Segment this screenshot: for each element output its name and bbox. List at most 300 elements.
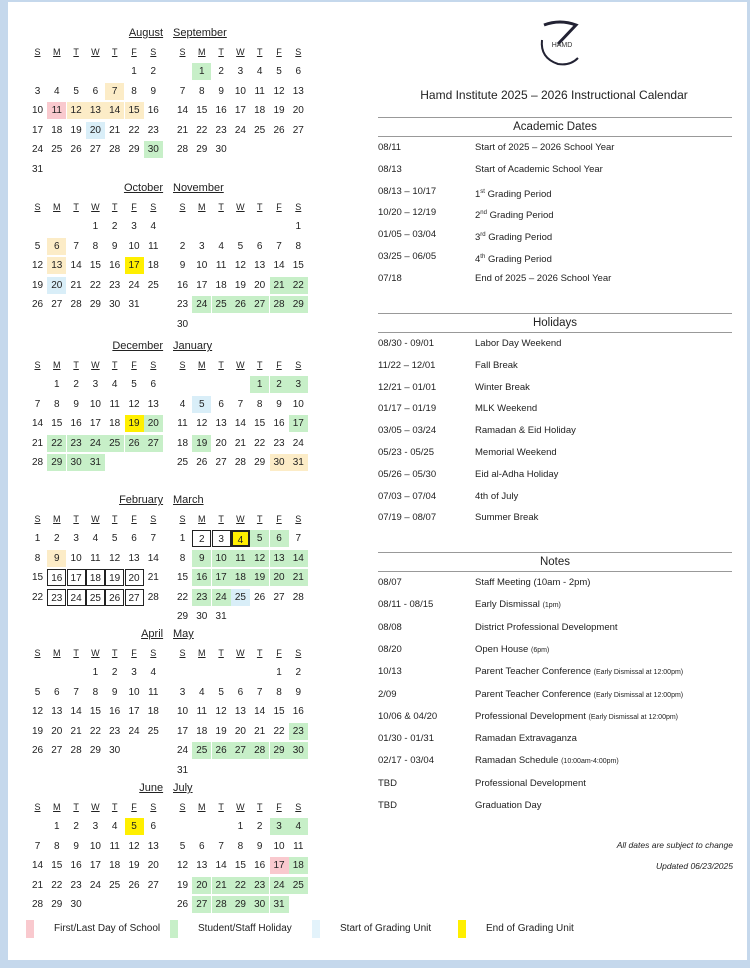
- month-title: September: [173, 27, 227, 39]
- calendar-day: 14: [176, 105, 189, 116]
- calendar-day: 10: [31, 105, 44, 116]
- notes-entry: [378, 576, 738, 590]
- calendar-day: 22: [176, 591, 189, 603]
- entry-text: [475, 402, 537, 416]
- calendar-day: 2: [111, 667, 118, 678]
- entry-text: [475, 710, 678, 725]
- weekday-header: S: [150, 802, 157, 812]
- calendar-day: 23: [250, 877, 269, 894]
- calendar-day: 20: [144, 415, 163, 432]
- calendar-day: 13: [254, 260, 266, 271]
- calendar-day: 10: [128, 686, 140, 698]
- weekday-header: F: [276, 360, 282, 370]
- weekday-header: T: [73, 360, 79, 370]
- month-title: February: [119, 494, 164, 506]
- calendar-day: 24: [192, 296, 211, 313]
- calendar-day: 24: [128, 725, 140, 737]
- calendar-day: 17: [234, 105, 246, 116]
- calendar-day: 30: [250, 896, 269, 913]
- calendar-day: 16: [254, 860, 266, 871]
- weekday-header: S: [179, 360, 186, 370]
- calendar-day: 21: [70, 279, 82, 291]
- calendar-day: 27: [215, 457, 227, 468]
- calendar-day: 11: [90, 552, 101, 564]
- calendar-day: 26: [31, 745, 44, 756]
- holidays-entry: [378, 446, 738, 460]
- calendar-day: 29: [51, 899, 63, 910]
- entry-label: Parent Teacher Conference: [475, 666, 592, 678]
- calendar-day: 25: [51, 144, 63, 155]
- calendar-day: 3: [212, 530, 231, 547]
- calendar-day: 15: [51, 860, 63, 871]
- calendar-day: 10: [89, 840, 101, 852]
- calendar-day: 3: [237, 66, 244, 77]
- holidays-entry: [378, 402, 738, 416]
- calendar-day: 21: [147, 572, 159, 583]
- calendar-day: 15: [234, 860, 246, 871]
- holidays-entry: [378, 359, 738, 373]
- weekday-header: F: [276, 47, 282, 57]
- calendar-day: 4: [150, 221, 157, 232]
- entry-label: Early Dismissal: [475, 599, 540, 611]
- calendar-day: 9: [111, 686, 118, 698]
- calendar-day: 19: [250, 569, 269, 586]
- calendar-day: 25: [86, 589, 105, 606]
- weekday-header: M: [198, 202, 206, 212]
- calendar-day: 31: [289, 454, 308, 471]
- calendar-day: 10: [70, 552, 82, 564]
- weekday-header: F: [131, 802, 137, 812]
- entry-label: Staff Meeting (10am - 2pm): [475, 577, 591, 588]
- calendar-day: 5: [218, 686, 224, 698]
- weekday-header: W: [91, 648, 100, 658]
- calendar-day: 23: [109, 279, 121, 291]
- weekday-header: S: [34, 360, 41, 370]
- calendar-day: 20: [51, 725, 63, 737]
- calendar-day: 13: [292, 85, 304, 97]
- calendar-day: 8: [199, 85, 205, 97]
- page-title: Hamd Institute 2025 – 2026 Instructional Calendar: [420, 88, 688, 102]
- calendar-day: 23: [67, 435, 86, 452]
- calendar-day: 27: [51, 299, 63, 310]
- calendar-day: 2: [270, 376, 289, 393]
- calendar-day: 19: [192, 435, 211, 452]
- calendar-day: 14: [105, 102, 124, 119]
- entry-date: 03/25 – 06/05: [378, 251, 437, 262]
- calendar-day: 14: [147, 552, 159, 564]
- entry-label: Ramadan & Eid Holiday: [475, 425, 576, 437]
- calendar-day: 25: [109, 879, 121, 891]
- calendar-day: 4: [256, 66, 263, 77]
- entry-text: [475, 799, 542, 813]
- weekday-header: W: [236, 360, 245, 370]
- entry-label: Grading Period: [485, 254, 552, 266]
- entry-ordinal: nd: [480, 210, 487, 217]
- weekday-header: S: [295, 648, 302, 658]
- entry-ordinal: st: [480, 188, 485, 195]
- month-title: July: [173, 782, 193, 794]
- calendar-day: 17: [89, 418, 101, 429]
- calendar-day: 21: [31, 437, 44, 449]
- entry-text: [475, 141, 614, 155]
- calendar-day: 21: [254, 725, 266, 737]
- entry-label: Fall Break: [475, 359, 518, 371]
- calendar-day: 1: [54, 379, 60, 390]
- entry-date: 03/05 – 03/24: [378, 425, 437, 437]
- calendar-day: 26: [196, 457, 208, 468]
- calendar-day: 11: [148, 686, 159, 698]
- calendar-day: 29: [289, 296, 308, 313]
- calendar-day: 11: [293, 840, 304, 852]
- calendar-day: 7: [34, 398, 41, 410]
- calendar-day: 30: [196, 611, 208, 622]
- month-title: December: [112, 340, 164, 352]
- calendar-day: 1: [192, 63, 211, 80]
- calendar-day: 4: [179, 398, 186, 410]
- holidays-entry: [378, 468, 738, 482]
- calendar-day: 12: [31, 706, 44, 717]
- calendar-day: 10: [89, 398, 101, 410]
- calendar-day: 16: [147, 105, 159, 116]
- calendar-day: 9: [192, 550, 211, 567]
- entry-date: 01/05 – 03/04: [378, 229, 437, 241]
- weekday-header: M: [198, 360, 206, 370]
- calendar-day: 18: [176, 437, 189, 449]
- calendar-day: 1: [295, 221, 302, 232]
- calendar-day: 9: [47, 550, 66, 567]
- calendar-day: 4: [218, 240, 224, 252]
- month-title: August: [128, 27, 164, 39]
- weekday-header: T: [73, 47, 79, 57]
- entry-label: Grading Period: [485, 232, 553, 244]
- calendar-day: 12: [273, 85, 285, 97]
- calendar-day: 17: [289, 415, 308, 432]
- entry-label: Graduation Day: [475, 800, 542, 811]
- calendar-day: 5: [179, 840, 186, 852]
- weekday-header: T: [73, 514, 79, 524]
- entry-date: 08/07: [378, 577, 402, 588]
- entry-date: 08/13 – 10/17: [378, 185, 437, 197]
- academic-entry: [378, 206, 738, 220]
- calendar-day: 6: [256, 240, 263, 252]
- calendar-day: 8: [295, 240, 302, 252]
- calendar-day: 2: [192, 530, 211, 547]
- entry-date: TBD: [378, 800, 397, 811]
- entry-date: 01/30 - 01/31: [378, 733, 434, 745]
- weekday-header: S: [295, 202, 302, 212]
- calendar-day: 5: [192, 396, 211, 413]
- calendar-day: 4: [150, 667, 157, 678]
- weekday-header: T: [73, 202, 79, 212]
- weekday-header: T: [256, 514, 263, 524]
- calendar-day: 30: [215, 144, 227, 155]
- calendar-day: 19: [215, 725, 227, 737]
- calendar-day: 29: [128, 144, 140, 155]
- entry-date: 08/11 - 08/15: [378, 599, 434, 611]
- weekday-header: W: [91, 360, 100, 370]
- calendar-day: 25: [176, 457, 189, 468]
- calendar-day: 30: [67, 454, 86, 471]
- calendar-day: 17: [125, 257, 144, 274]
- calendar-day: 30: [70, 899, 82, 910]
- calendar-day: 28: [212, 896, 231, 913]
- weekday-header: T: [73, 648, 79, 658]
- calendar-day: 9: [179, 260, 186, 271]
- calendar-day: 3: [92, 821, 99, 832]
- weekday-header: M: [53, 648, 61, 658]
- weekday-header: F: [131, 648, 137, 658]
- calendar-day: 23: [289, 723, 308, 740]
- calendar-day: 16: [70, 860, 82, 871]
- notes-heading: Notes: [378, 552, 732, 572]
- entry-detail: (6pm): [530, 646, 550, 654]
- calendar-day: 22: [254, 437, 266, 449]
- calendar-day: 18: [196, 725, 208, 737]
- calendar-day: 16: [47, 569, 66, 586]
- calendar-day: 12: [215, 706, 227, 717]
- calendar-day: 16: [192, 569, 211, 586]
- calendar-day: 19: [176, 879, 189, 891]
- entry-text: [475, 732, 577, 746]
- month-title: March: [173, 494, 204, 506]
- calendar-day: 13: [47, 257, 66, 274]
- calendar-day: 22: [89, 725, 101, 737]
- legend-swatch: [26, 920, 34, 938]
- calendar-day: 16: [70, 418, 82, 429]
- weekday-header: S: [295, 802, 302, 812]
- calendar-day: 28: [250, 742, 269, 759]
- notes-entry: [378, 777, 738, 791]
- calendar-day: 23: [147, 124, 159, 136]
- entry-text: [475, 381, 530, 395]
- calendar-day: 11: [215, 260, 227, 271]
- calendar-day: 23: [215, 124, 227, 136]
- academic-entry: [378, 250, 738, 264]
- calendar-day: 1: [179, 533, 186, 544]
- calendar-day: 5: [34, 240, 41, 252]
- calendar-day: 14: [31, 418, 44, 429]
- calendar-day: 9: [256, 840, 263, 852]
- entry-text: [475, 228, 552, 245]
- calendar-day: 17: [176, 725, 189, 737]
- calendar-day: 10: [212, 550, 231, 567]
- entry-text: [475, 598, 561, 613]
- weekday-header: S: [179, 514, 186, 524]
- calendar-day: 28: [70, 745, 82, 756]
- calendar-day: 13: [234, 706, 246, 717]
- calendar-day: 10: [176, 706, 189, 717]
- entry-label: Labor Day Weekend: [475, 338, 562, 349]
- legend-label: First/Last Day of School: [54, 923, 161, 934]
- entry-date: 12/21 – 01/01: [378, 381, 437, 393]
- entry-text: [475, 688, 683, 703]
- weekday-header: W: [236, 802, 245, 812]
- calendar-day: 1: [237, 821, 244, 832]
- calendar-day: 22: [128, 124, 140, 136]
- notes-entry: [378, 598, 738, 612]
- calendar-day: 19: [31, 279, 44, 291]
- calendar-day: 31: [128, 299, 140, 310]
- entry-number: 1: [475, 188, 481, 200]
- calendar-day: 12: [67, 102, 86, 119]
- weekday-header: M: [53, 202, 61, 212]
- weekday-header: S: [150, 360, 157, 370]
- weekday-header: M: [53, 802, 61, 812]
- calendar-day: 21: [289, 569, 308, 586]
- calendar-day: 27: [125, 589, 144, 606]
- academic-entry: [378, 272, 738, 286]
- calendar-day: 13: [270, 550, 289, 567]
- entry-text: [475, 754, 619, 769]
- calendar-day: 27: [192, 896, 211, 913]
- calendar-day: 8: [92, 686, 99, 698]
- weekday-header: T: [111, 802, 118, 812]
- calendar-day: 12: [196, 418, 208, 429]
- calendar-day: 26: [273, 124, 285, 136]
- weekday-header: W: [236, 202, 245, 212]
- entry-date: 10/20 – 12/19: [378, 207, 437, 219]
- entry-date: 07/18: [378, 272, 402, 284]
- calendar-day: 18: [215, 279, 227, 291]
- calendar-day: 14: [215, 860, 227, 871]
- calendar-day: 10: [234, 85, 246, 97]
- calendar-day: 27: [231, 742, 250, 759]
- entry-date: 02/17 - 03/04: [378, 755, 434, 767]
- entry-label: Professional Development: [475, 710, 586, 722]
- entry-text: [475, 490, 518, 504]
- notes-entry: [378, 665, 738, 679]
- weekday-header: T: [218, 202, 224, 212]
- calendar-day: 3: [131, 221, 137, 232]
- weekday-header: S: [34, 514, 41, 524]
- updated-date-note: Updated 06/23/2025: [655, 861, 733, 871]
- calendar-day: 2: [179, 240, 186, 252]
- calendar-day: 12: [176, 860, 189, 871]
- entry-detail: (10:00am-4:00pm): [561, 758, 619, 766]
- calendar-day: 27: [273, 591, 285, 603]
- weekday-header: F: [276, 802, 282, 812]
- calendar-day: 1: [54, 821, 60, 832]
- entry-label: MLK Weekend: [475, 403, 538, 415]
- calendar-day: 28: [147, 591, 159, 603]
- calendar-day: 2: [54, 533, 60, 544]
- calendar-day: 6: [270, 530, 289, 547]
- calendar-day: 11: [231, 550, 250, 567]
- calendar-day: 19: [273, 105, 285, 116]
- calendar-day: 3: [289, 376, 308, 393]
- calendar-day: 26: [105, 589, 124, 606]
- calendar-day: 27: [89, 144, 101, 155]
- calendar-day: 7: [276, 240, 282, 252]
- holidays-entry: [378, 424, 738, 438]
- calendar-day: 21: [270, 277, 289, 294]
- calendar-day: 2: [218, 66, 224, 77]
- calendar-day: 18: [86, 569, 105, 586]
- entry-text: [475, 337, 561, 351]
- calendar-day: 16: [292, 706, 304, 717]
- calendar-day: 15: [89, 706, 101, 717]
- entry-ordinal: rd: [480, 232, 486, 239]
- calendar-day: 2: [150, 66, 157, 77]
- calendar-day: 14: [254, 706, 266, 717]
- calendar-day: 28: [31, 457, 44, 468]
- calendar-day: 24: [86, 435, 105, 452]
- calendar-day: 7: [218, 840, 224, 852]
- entry-label: Summer Break: [475, 512, 539, 524]
- month-title: April: [141, 628, 164, 640]
- weekday-header: T: [111, 47, 118, 57]
- legend-swatch: [170, 920, 178, 938]
- calendar-day: 27: [144, 435, 163, 452]
- calendar-day: 31: [31, 163, 44, 175]
- calendar-day: 27: [250, 296, 269, 313]
- calendar-day: 3: [92, 379, 99, 390]
- calendar-day: 21: [176, 124, 189, 136]
- calendar-day: 25: [192, 742, 211, 759]
- weekday-header: S: [150, 514, 157, 524]
- calendar-day: 4: [199, 686, 205, 698]
- calendar-day: 2: [111, 221, 118, 232]
- calendar-day: 5: [73, 85, 79, 97]
- weekday-header: S: [34, 648, 41, 658]
- calendar-day: 15: [196, 105, 208, 116]
- calendar-day: 6: [199, 840, 205, 852]
- calendar-day: 28: [270, 296, 289, 313]
- hamd-logo-icon: [536, 20, 584, 70]
- weekday-header: S: [295, 360, 302, 370]
- calendar-day: 29: [270, 742, 289, 759]
- calendar-day: 1: [92, 667, 99, 678]
- academic-entry: [378, 141, 738, 155]
- entry-date: TBD: [378, 777, 397, 789]
- weekday-header: M: [198, 47, 206, 57]
- calendar-day: 5: [237, 240, 244, 252]
- calendar-day: 14: [234, 418, 246, 429]
- calendar-day: 1: [131, 66, 137, 77]
- month-title: January: [173, 340, 213, 352]
- calendar-day: 13: [86, 102, 105, 119]
- calendar-day: 8: [276, 686, 282, 698]
- calendar-day: 15: [176, 572, 189, 583]
- entry-text: [475, 163, 603, 177]
- calendar-day: 14: [289, 550, 308, 567]
- calendar-day: 4: [111, 379, 118, 390]
- calendar-day: 17: [67, 569, 86, 586]
- calendar-day: 4: [92, 533, 99, 544]
- calendar-day: 25: [105, 435, 124, 452]
- calendar-day: 30: [270, 454, 289, 471]
- calendar-day: 18: [289, 857, 308, 874]
- calendar-day: 2: [295, 667, 302, 678]
- calendar-day: 9: [218, 85, 224, 97]
- weekday-header: F: [276, 202, 282, 212]
- weekday-header: W: [236, 648, 245, 658]
- weekday-header: S: [34, 802, 41, 812]
- notes-entry: [378, 621, 738, 635]
- weekday-header: T: [218, 360, 224, 370]
- weekday-header: M: [53, 47, 61, 57]
- calendar-day: 25: [147, 279, 159, 291]
- weekday-header: S: [150, 648, 157, 658]
- calendar-day: 1: [92, 221, 99, 232]
- weekday-header: T: [256, 47, 263, 57]
- calendar-day: 12: [234, 260, 246, 271]
- weekday-header: S: [179, 802, 186, 812]
- calendar-day: 29: [231, 896, 250, 913]
- calendar-day: 7: [105, 83, 124, 100]
- entry-label: Ramadan Schedule: [475, 755, 559, 767]
- weekday-header: T: [111, 514, 118, 524]
